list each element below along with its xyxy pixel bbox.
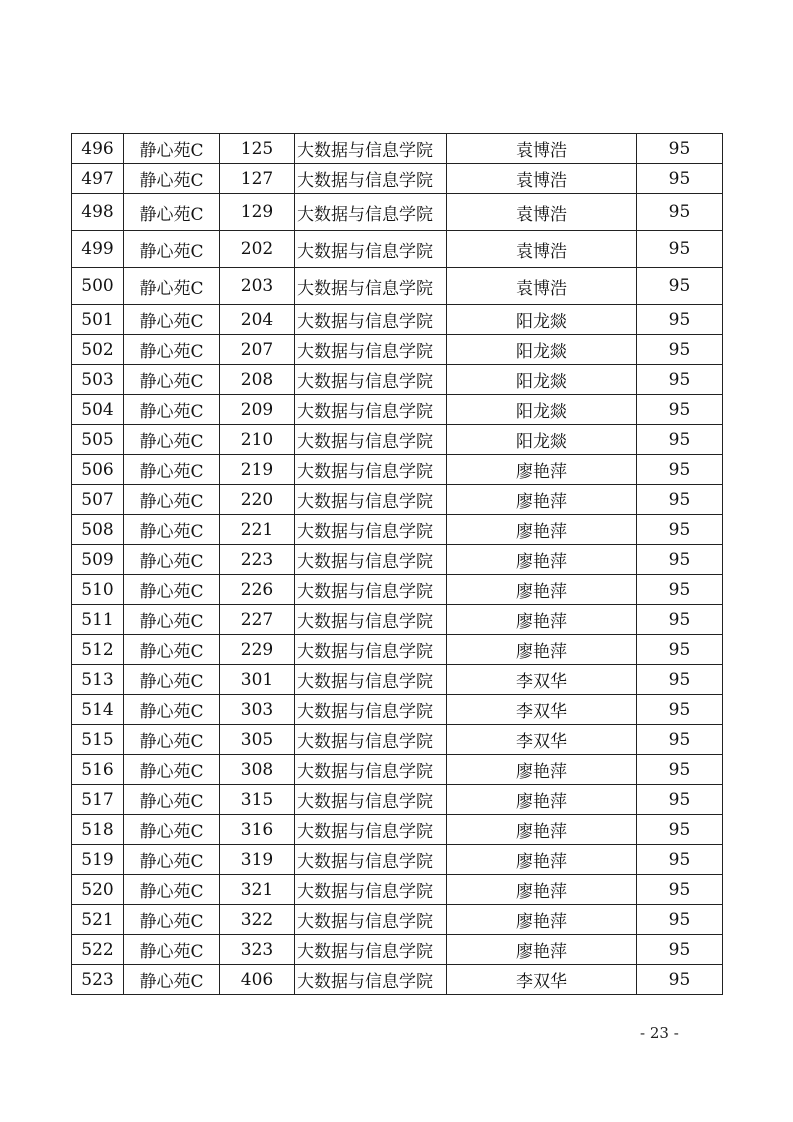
room-cell: 308 (220, 755, 295, 785)
row-number-cell: 507 (72, 485, 124, 515)
row-number-cell: 502 (72, 335, 124, 365)
row-number-cell: 501 (72, 305, 124, 335)
building-cell: 静心苑C (124, 935, 220, 965)
room-cell: 321 (220, 875, 295, 905)
building-cell: 静心苑C (124, 515, 220, 545)
building-cell: 静心苑C (124, 845, 220, 875)
inspector-cell: 廖艳萍 (447, 605, 637, 635)
inspector-cell: 廖艳萍 (447, 575, 637, 605)
building-cell: 静心苑C (124, 231, 220, 268)
building-cell: 静心苑C (124, 665, 220, 695)
room-cell: 305 (220, 725, 295, 755)
table-row (72, 605, 723, 635)
room-cell: 316 (220, 815, 295, 845)
inspector-cell: 袁博浩 (447, 194, 637, 231)
college-cell: 大数据与信息学院 (295, 815, 447, 845)
row-number-cell: 497 (72, 164, 124, 194)
college-cell: 大数据与信息学院 (295, 905, 447, 935)
college-cell: 大数据与信息学院 (295, 875, 447, 905)
building-cell: 静心苑C (124, 455, 220, 485)
building-cell: 静心苑C (124, 575, 220, 605)
room-cell: 323 (220, 935, 295, 965)
score-cell: 95 (637, 134, 723, 164)
table-row (72, 575, 723, 605)
building-cell: 静心苑C (124, 605, 220, 635)
building-cell: 静心苑C (124, 305, 220, 335)
row-number-cell: 523 (72, 965, 124, 995)
room-cell: 129 (220, 194, 295, 231)
building-cell: 静心苑C (124, 485, 220, 515)
building-cell: 静心苑C (124, 755, 220, 785)
inspector-cell: 廖艳萍 (447, 785, 637, 815)
college-cell: 大数据与信息学院 (295, 845, 447, 875)
college-cell: 大数据与信息学院 (295, 395, 447, 425)
room-cell: 322 (220, 905, 295, 935)
college-cell: 大数据与信息学院 (295, 695, 447, 725)
inspector-cell: 袁博浩 (447, 164, 637, 194)
room-cell: 127 (220, 164, 295, 194)
inspector-cell: 廖艳萍 (447, 515, 637, 545)
score-cell: 95 (637, 455, 723, 485)
college-cell: 大数据与信息学院 (295, 605, 447, 635)
row-number-cell: 508 (72, 515, 124, 545)
college-cell: 大数据与信息学院 (295, 164, 447, 194)
row-number-cell: 509 (72, 545, 124, 575)
room-cell: 220 (220, 485, 295, 515)
room-cell: 303 (220, 695, 295, 725)
inspector-cell: 廖艳萍 (447, 755, 637, 785)
inspector-cell: 廖艳萍 (447, 485, 637, 515)
college-cell: 大数据与信息学院 (295, 455, 447, 485)
college-cell: 大数据与信息学院 (295, 665, 447, 695)
row-number-cell: 517 (72, 785, 124, 815)
inspector-cell: 廖艳萍 (447, 455, 637, 485)
building-cell: 静心苑C (124, 335, 220, 365)
table-row (72, 905, 723, 935)
building-cell: 静心苑C (124, 905, 220, 935)
score-cell: 95 (637, 665, 723, 695)
table-row (72, 695, 723, 725)
building-cell: 静心苑C (124, 395, 220, 425)
row-number-cell: 511 (72, 605, 124, 635)
college-cell: 大数据与信息学院 (295, 134, 447, 164)
building-cell: 静心苑C (124, 965, 220, 995)
inspector-cell: 李双华 (447, 725, 637, 755)
row-number-cell: 503 (72, 365, 124, 395)
row-number-cell: 505 (72, 425, 124, 455)
score-cell: 95 (637, 515, 723, 545)
table-row (72, 395, 723, 425)
inspector-cell: 阳龙燚 (447, 365, 637, 395)
table-row (72, 875, 723, 905)
building-cell: 静心苑C (124, 815, 220, 845)
college-cell: 大数据与信息学院 (295, 365, 447, 395)
college-cell: 大数据与信息学院 (295, 305, 447, 335)
row-number-cell: 510 (72, 575, 124, 605)
score-cell: 95 (637, 194, 723, 231)
table-row (72, 194, 723, 231)
room-cell: 319 (220, 845, 295, 875)
row-number-cell: 522 (72, 935, 124, 965)
room-cell: 202 (220, 231, 295, 268)
college-cell: 大数据与信息学院 (295, 425, 447, 455)
building-cell: 静心苑C (124, 635, 220, 665)
building-cell: 静心苑C (124, 194, 220, 231)
table-row (72, 935, 723, 965)
college-cell: 大数据与信息学院 (295, 485, 447, 515)
row-number-cell: 506 (72, 455, 124, 485)
inspector-cell: 李双华 (447, 665, 637, 695)
table-row (72, 455, 723, 485)
inspector-cell: 阳龙燚 (447, 425, 637, 455)
table-row (72, 231, 723, 268)
score-cell: 95 (637, 365, 723, 395)
table-body (72, 134, 723, 995)
building-cell: 静心苑C (124, 875, 220, 905)
college-cell: 大数据与信息学院 (295, 725, 447, 755)
score-cell: 95 (637, 935, 723, 965)
inspector-cell: 廖艳萍 (447, 635, 637, 665)
building-cell: 静心苑C (124, 268, 220, 305)
building-cell: 静心苑C (124, 134, 220, 164)
inspector-cell: 廖艳萍 (447, 935, 637, 965)
building-cell: 静心苑C (124, 365, 220, 395)
room-cell: 227 (220, 605, 295, 635)
college-cell: 大数据与信息学院 (295, 268, 447, 305)
table-row (72, 635, 723, 665)
college-cell: 大数据与信息学院 (295, 635, 447, 665)
inspector-cell: 李双华 (447, 965, 637, 995)
score-cell: 95 (637, 425, 723, 455)
college-cell: 大数据与信息学院 (295, 755, 447, 785)
room-cell: 204 (220, 305, 295, 335)
score-cell: 95 (637, 695, 723, 725)
score-cell: 95 (637, 755, 723, 785)
room-cell: 209 (220, 395, 295, 425)
row-number-cell: 520 (72, 875, 124, 905)
table-row (72, 665, 723, 695)
college-cell: 大数据与信息学院 (295, 785, 447, 815)
table-row (72, 965, 723, 995)
row-number-cell: 513 (72, 665, 124, 695)
score-cell: 95 (637, 815, 723, 845)
score-cell: 95 (637, 965, 723, 995)
row-number-cell: 504 (72, 395, 124, 425)
table-row (72, 335, 723, 365)
inspector-cell: 袁博浩 (447, 134, 637, 164)
college-cell: 大数据与信息学院 (295, 575, 447, 605)
row-number-cell: 521 (72, 905, 124, 935)
row-number-cell: 516 (72, 755, 124, 785)
table-row (72, 134, 723, 164)
inspector-cell: 廖艳萍 (447, 905, 637, 935)
score-cell: 95 (637, 395, 723, 425)
college-cell: 大数据与信息学院 (295, 935, 447, 965)
room-cell: 406 (220, 965, 295, 995)
table-row (72, 425, 723, 455)
row-number-cell: 499 (72, 231, 124, 268)
building-cell: 静心苑C (124, 725, 220, 755)
college-cell: 大数据与信息学院 (295, 515, 447, 545)
table-row (72, 545, 723, 575)
table-row (72, 515, 723, 545)
room-cell: 208 (220, 365, 295, 395)
room-cell: 219 (220, 455, 295, 485)
inspector-cell: 阳龙燚 (447, 335, 637, 365)
inspector-cell: 廖艳萍 (447, 545, 637, 575)
building-cell: 静心苑C (124, 785, 220, 815)
building-cell: 静心苑C (124, 695, 220, 725)
table-row (72, 365, 723, 395)
room-cell: 210 (220, 425, 295, 455)
room-cell: 125 (220, 134, 295, 164)
inspector-cell: 李双华 (447, 695, 637, 725)
table-row (72, 305, 723, 335)
score-cell: 95 (637, 575, 723, 605)
row-number-cell: 515 (72, 725, 124, 755)
score-cell: 95 (637, 231, 723, 268)
inspector-cell: 廖艳萍 (447, 815, 637, 845)
score-cell: 95 (637, 164, 723, 194)
inspector-cell: 阳龙燚 (447, 305, 637, 335)
row-number-cell: 514 (72, 695, 124, 725)
score-cell: 95 (637, 545, 723, 575)
room-cell: 207 (220, 335, 295, 365)
dormitory-score-table (71, 133, 723, 995)
building-cell: 静心苑C (124, 425, 220, 455)
row-number-cell: 498 (72, 194, 124, 231)
score-cell: 95 (637, 905, 723, 935)
row-number-cell: 518 (72, 815, 124, 845)
row-number-cell: 496 (72, 134, 124, 164)
room-cell: 203 (220, 268, 295, 305)
inspector-cell: 廖艳萍 (447, 875, 637, 905)
inspector-cell: 阳龙燚 (447, 395, 637, 425)
table-row (72, 785, 723, 815)
inspector-cell: 袁博浩 (447, 231, 637, 268)
college-cell: 大数据与信息学院 (295, 231, 447, 268)
score-cell: 95 (637, 635, 723, 665)
score-cell: 95 (637, 485, 723, 515)
room-cell: 223 (220, 545, 295, 575)
inspector-cell: 廖艳萍 (447, 845, 637, 875)
table-row (72, 755, 723, 785)
table-row (72, 485, 723, 515)
college-cell: 大数据与信息学院 (295, 194, 447, 231)
score-cell: 95 (637, 335, 723, 365)
building-cell: 静心苑C (124, 545, 220, 575)
table-row (72, 725, 723, 755)
score-cell: 95 (637, 305, 723, 335)
building-cell: 静心苑C (124, 164, 220, 194)
inspector-cell: 袁博浩 (447, 268, 637, 305)
row-number-cell: 500 (72, 268, 124, 305)
table-row (72, 815, 723, 845)
table-row (72, 164, 723, 194)
page-number: - 23 - (640, 1024, 679, 1042)
score-cell: 95 (637, 785, 723, 815)
room-cell: 229 (220, 635, 295, 665)
table-row (72, 268, 723, 305)
row-number-cell: 512 (72, 635, 124, 665)
room-cell: 226 (220, 575, 295, 605)
college-cell: 大数据与信息学院 (295, 545, 447, 575)
college-cell: 大数据与信息学院 (295, 965, 447, 995)
room-cell: 221 (220, 515, 295, 545)
score-cell: 95 (637, 605, 723, 635)
college-cell: 大数据与信息学院 (295, 335, 447, 365)
row-number-cell: 519 (72, 845, 124, 875)
score-cell: 95 (637, 725, 723, 755)
score-cell: 95 (637, 268, 723, 305)
room-cell: 315 (220, 785, 295, 815)
score-cell: 95 (637, 845, 723, 875)
table-row (72, 845, 723, 875)
score-cell: 95 (637, 875, 723, 905)
room-cell: 301 (220, 665, 295, 695)
